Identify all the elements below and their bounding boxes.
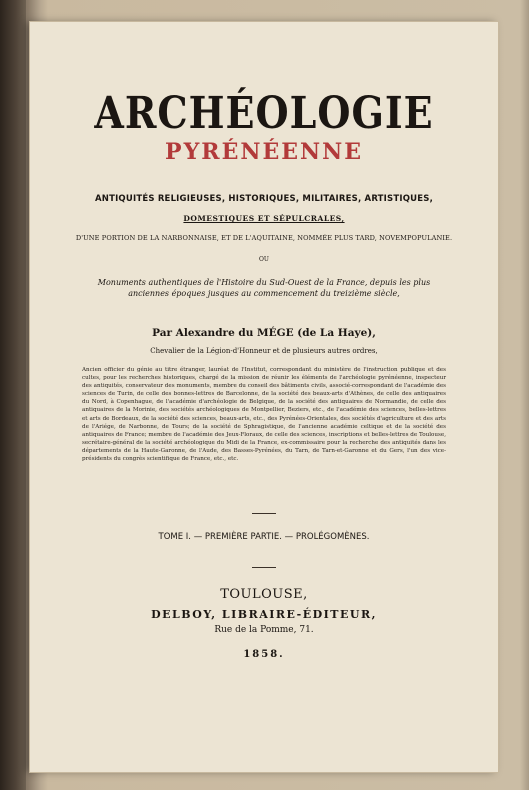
credentials-paragraph: Ancien officier du génie au titre étranger, lauréat de l'Institut, correspondant du ministère de l'instruction publique et des cultes, pour les recherches historiques, chargé de la mission de réunir les éléments de l'archéologie pyrénéenne, inspecteur des antiquités, conservateur des monuments, membre du conseil des bâtiments civils, associé-correspondant de l'académie des sciences de Turin, de celle des bonnes-lettres de Barcelonne, de la société des beaux-arts d'Athènes, de celle des antiquaires du Nord, à Copenhague, de l'académie d'archéologie de Belgique, de la société des antiquaires de Normandie, de celle des antiquaires de la Morinie, des sociétés archéologiques de Montpellier, Beziers, etc., de l'académie des sciences, belles-lettres et arts de Bordeaux, de la société des sciences, beaux-arts, etc., des Pyrénées-Orientales, des sociétés d'agriculture et des arts de l'Ariége, de Narbonne, de Tours; de la société de Sphragistique, de l'ancienne académie celtique et de la société des antiquaires de France; membre de l'académie des Jeux-Floraux, de celle des sciences, inscriptions et belles-lettres de Toulouse, secrétaire-général de la société archéologique du Midi de la France, ex-commissaire pour la recherche des antiquités dans les départements de la Haute-Garonne, de l'Aude, des Basses-Pyrénées, du Tarn, de Tarn-et-Garonne et du Gers, l'un des vice-présidents du congrès scientifique de France, etc., etc.: [82, 367, 446, 463]
description: Monuments authentiques de l'Histoire du Sud-Ouest de la France, depuis les plus anciennes époques jusques au commencement du treizième siècle,: [97, 278, 431, 298]
city: TOULOUSE,: [220, 587, 308, 602]
subjects-line-2: DOMESTIQUES ET SÉPULCRALES,: [183, 214, 345, 223]
book-spine: [0, 0, 26, 790]
address: Rue de la Pomme, 71.: [214, 625, 314, 635]
year: 1858.: [243, 649, 285, 660]
author-line: Par Alexandre du MÉGE (de La Haye),: [152, 327, 376, 339]
author-title: Chevalier de la Légion-d'Honneur et de plusieurs autres ordres,: [150, 347, 378, 355]
or-line: OU: [259, 256, 269, 263]
volume-line: TOME I. — PREMIÈRE PARTIE. — PROLÉGOMÈNES.: [158, 532, 370, 542]
divider: [252, 513, 276, 514]
region-line: D'UNE PORTION DE LA NARBONNAISE, ET DE L'AQUITAINE, NOMMÉE PLUS TARD, NOVEMPOPULANIE.: [75, 234, 453, 242]
title-page: [30, 22, 498, 772]
page-subtitle: PYRÉNÉENNE: [165, 139, 363, 165]
publisher: DELBOY, LIBRAIRE-ÉDITEUR,: [151, 608, 377, 621]
subjects-line: ANTIQUITÉS RELIGIEUSES, HISTORIQUES, MILITAIRES, ARTISTIQUES,: [94, 194, 434, 204]
page-title: ARCHÉOLOGIE: [94, 86, 434, 139]
divider: [252, 567, 276, 568]
